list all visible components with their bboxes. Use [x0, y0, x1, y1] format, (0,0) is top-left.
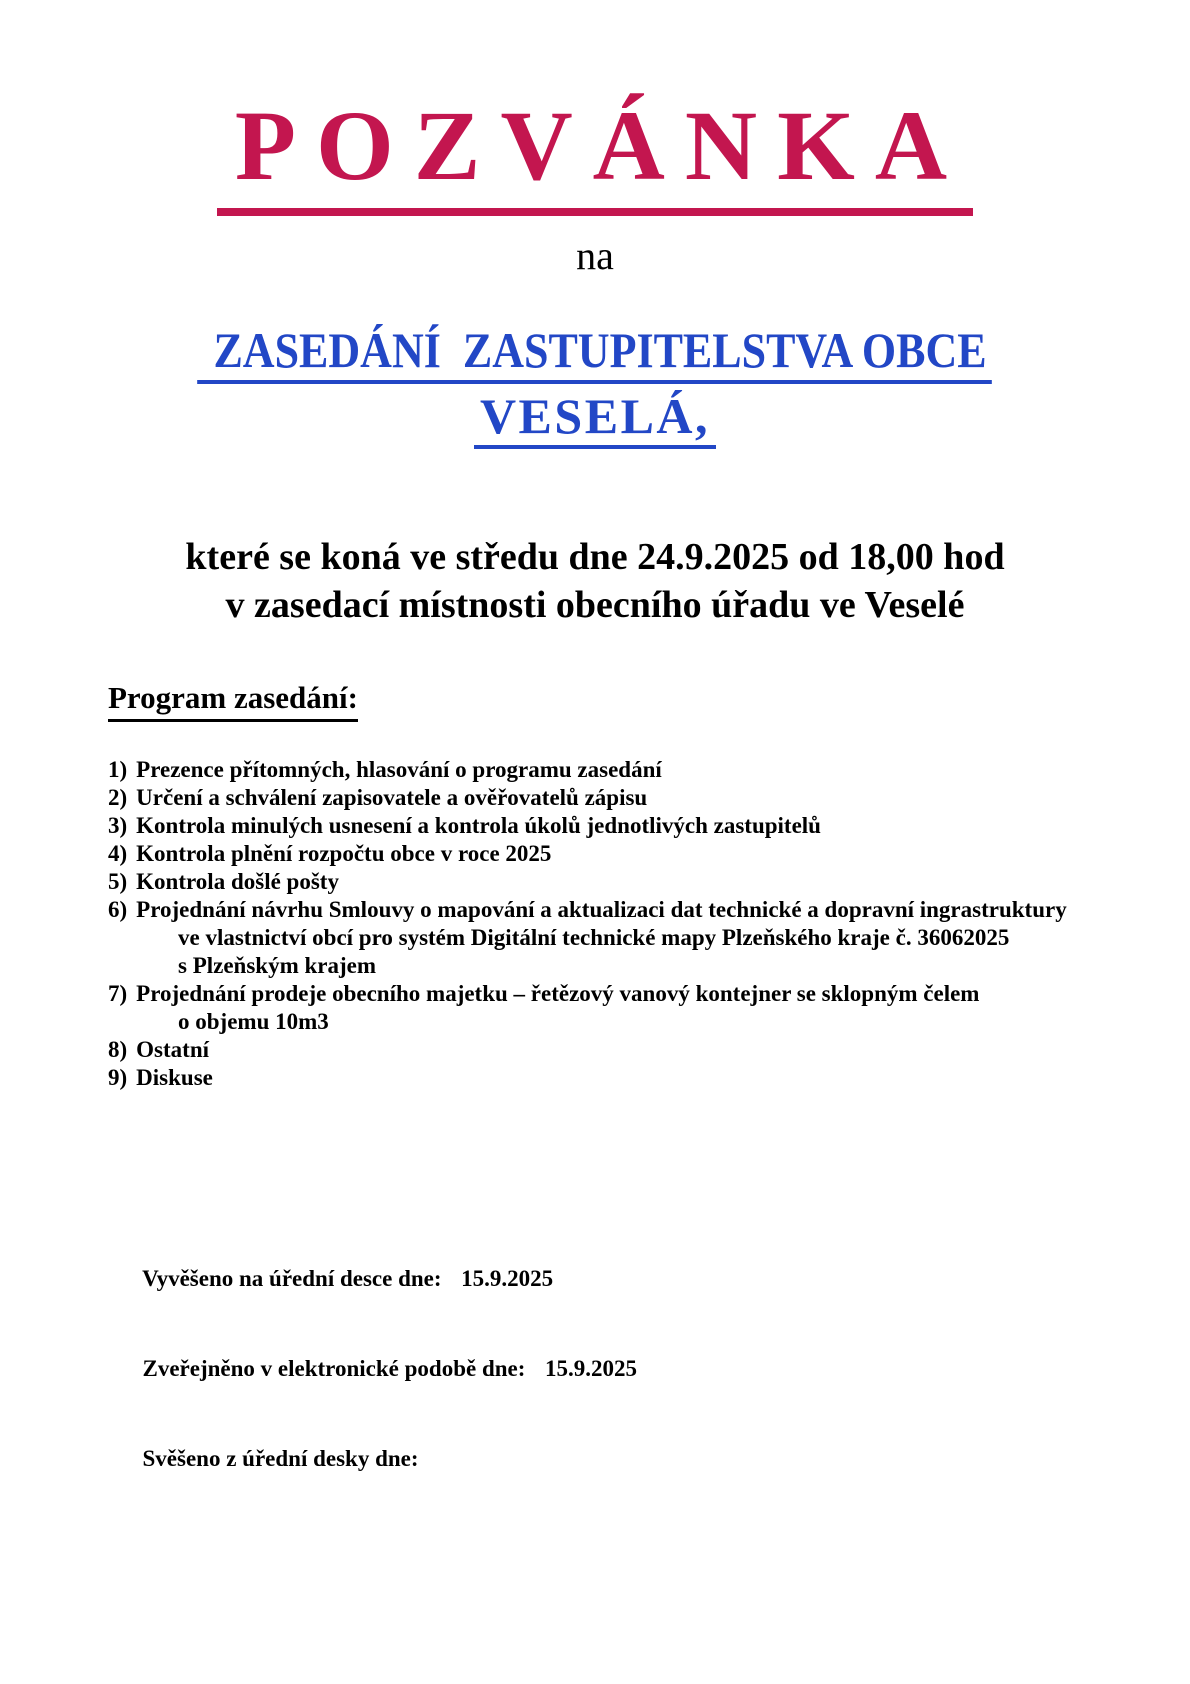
- item-text: Kontrola plnění rozpočtu obce v roce 2025: [136, 841, 552, 867]
- item-text: Určení a schválení zapisovatele a ověřovatelů zápisu: [136, 785, 648, 811]
- program-item-6: [108, 896, 1190, 980]
- item-number: 9): [108, 1065, 128, 1091]
- meeting-details: [0, 533, 1190, 629]
- published-date: 15.9.2025: [544, 1356, 637, 1382]
- program-section: [108, 681, 1190, 1092]
- item-number: 7): [108, 981, 128, 1007]
- title-section: [0, 0, 1190, 216]
- meeting-heading: [0, 324, 1190, 449]
- meeting-place-line: v zasedací místnosti obecního úřadu ve Veselé: [225, 584, 965, 626]
- item-text: Kontrola minulých usnesení a kontrola úkolů jednotlivých zastupitelů: [136, 813, 821, 839]
- item-continuation: ve vlastnictví obcí pro systém Digitální technické mapy Plzeňského kraje č. 36062025: [178, 925, 1010, 951]
- published-label: Zveřejněno v elektronické podobě dne:: [142, 1356, 526, 1382]
- item-text: Prezence přítomných, hlasování o programu zasedání: [136, 757, 662, 783]
- meeting-heading-line1: ZASEDÁNÍ ZASTUPITELSTVA OBCE: [198, 324, 993, 384]
- program-item-7: [108, 980, 1190, 1036]
- item-number: 6): [108, 897, 128, 923]
- item-continuation: s Plzeňským krajem: [178, 953, 377, 979]
- document-title: POZVÁNKA: [217, 96, 973, 216]
- posted-label: Vyvěšeno na úřední desce dne:: [142, 1266, 442, 1292]
- item-number: 5): [108, 869, 128, 895]
- item-text: Projednání prodeje obecního majetku – řetězový vanový kontejner se sklopným čelem: [136, 981, 980, 1007]
- program-item-8: [108, 1036, 1190, 1064]
- program-item-1: [108, 756, 1190, 784]
- item-number: 3): [108, 813, 128, 839]
- meeting-heading-line1-wrap: [0, 324, 1190, 384]
- meeting-heading-line2: VESELÁ,: [474, 390, 716, 450]
- published-line: [108, 1324, 1190, 1414]
- program-item-9: [108, 1064, 1190, 1092]
- program-item-4: [108, 840, 1190, 868]
- item-text: Kontrola došlé pošty: [136, 869, 339, 895]
- item-number: 2): [108, 785, 128, 811]
- posted-line: [108, 1234, 1190, 1324]
- meeting-date-line: které se koná ve středu dne 24.9.2025 od 18,00 hod: [185, 536, 1005, 578]
- program-list: [108, 756, 1190, 1092]
- item-text: Diskuse: [136, 1065, 213, 1091]
- item-continuation: o objemu 10m3: [178, 1009, 329, 1035]
- program-item-2: [108, 784, 1190, 812]
- item-number: 8): [108, 1037, 128, 1063]
- meeting-heading-line2-wrap: [0, 387, 1190, 450]
- posted-date: 15.9.2025: [461, 1266, 554, 1292]
- item-text: Ostatní: [136, 1037, 210, 1063]
- program-heading: Program zasedání:: [108, 681, 358, 722]
- publication-footer: [108, 1234, 1190, 1504]
- item-number: 4): [108, 841, 128, 867]
- removed-label: Svěšeno z úřední desky dne:: [142, 1446, 419, 1472]
- program-item-5: [108, 868, 1190, 896]
- preposition-text: na: [576, 233, 614, 278]
- item-number: 1): [108, 757, 128, 783]
- preposition-wrap: [0, 232, 1190, 280]
- removed-line: [108, 1414, 1190, 1504]
- program-item-3: [108, 812, 1190, 840]
- item-text: Projednání návrhu Smlouvy o mapování a aktualizaci dat technické a dopravní ingrastruktury: [136, 897, 1067, 923]
